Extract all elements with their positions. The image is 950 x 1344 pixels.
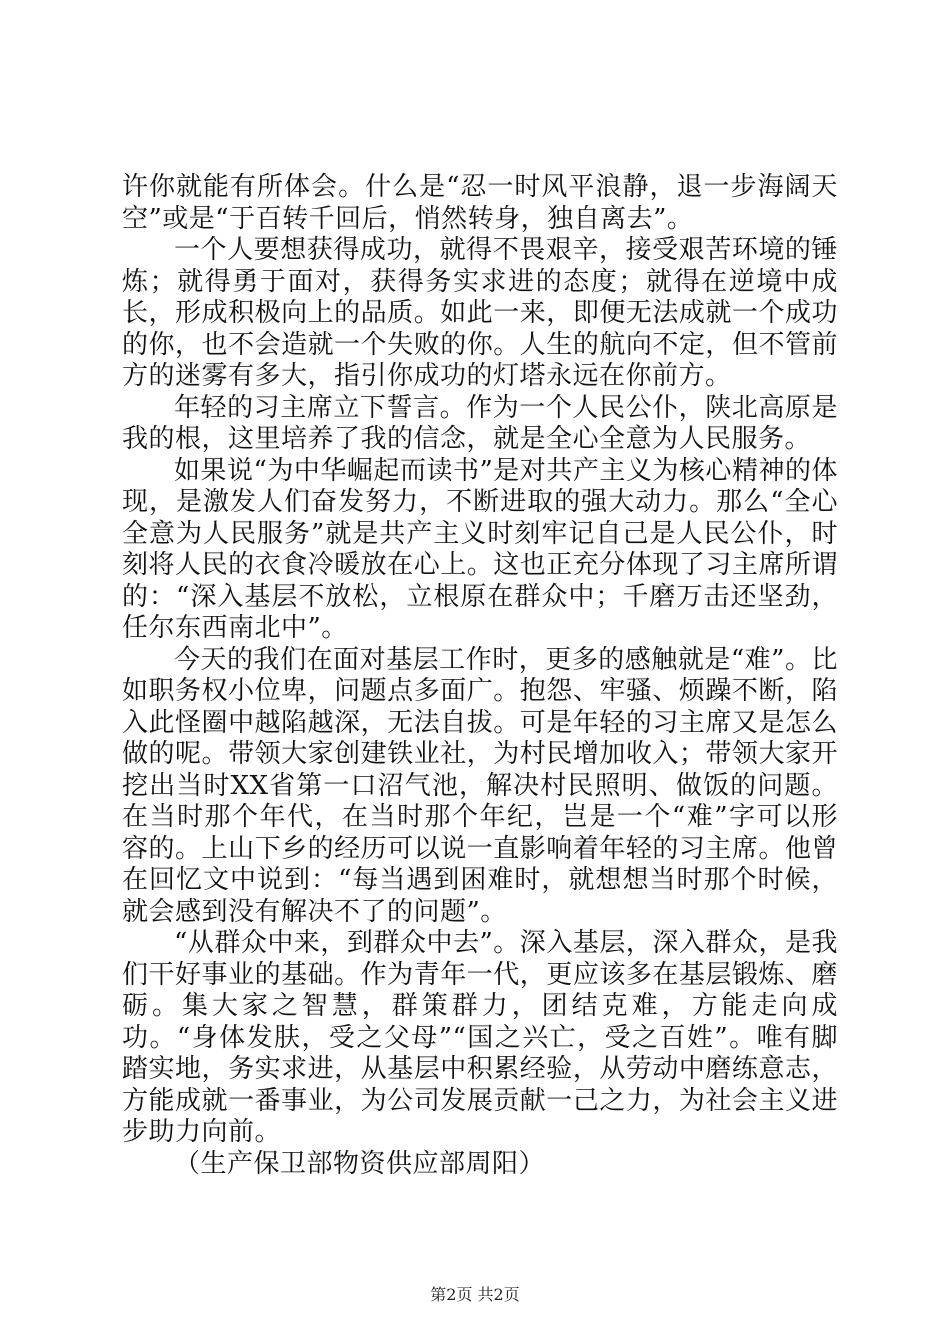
- paragraph-4: 如果说“为中华崛起而读书”是对共产主义为核心精神的体现，是激发人们奋发努力，不断进取的强大动力。那么“全心全意为人民服务”就是共产主义时刻牢记自己是人民公仆，时刻将人民的衣食冷暖放在心上。这也正充分体现了习主席所谓的：“深入基层不放松，立根原在群众中；千磨万击还坚劲，任尔东西南北中”。: [122, 455, 838, 643]
- paragraph-2: 一个人要想获得成功，就得不畏艰辛，接受艰苦环境的锤炼；就得勇于面对，获得务实求进的态度；就得在逆境中成长，形成积极向上的品质。如此一来，即便无法成就一个成功的你，也不会造就一个失败的你。人生的航向不定，但不管前方的迷雾有多大，指引你成功的灯塔永远在你前方。: [122, 235, 838, 391]
- paragraph-6: “从群众中来，到群众中去”。深入基层，深入群众，是我们干好事业的基础。作为青年一代，更应该多在基层锻炼、磨砺。集大家之智慧，群策群力，团结克难，方能走向成功。“身体发肤，受之父母”“国之兴亡，受之百姓”。唯有脚踏实地，务实求进，从基层中积累经验，从劳动中磨练意志，方能成就一番事业，为公司发展贡献一己之力，为社会主义进步助力向前。: [122, 928, 838, 1147]
- document-body: [122, 172, 838, 1180]
- paragraph-1: 许你就能有所体会。什么是“忍一时风平浪静，退一步海阔天空”或是“于百转千回后，悄然转身，独自离去”。: [122, 172, 838, 234]
- page-number-footer: 第2页 共2页: [430, 1285, 520, 1304]
- paragraph-3: 年轻的习主席立下誓言。作为一个人民公仆，陕北高原是我的根，这里培养了我的信念，就是全心全意为人民服务。: [122, 392, 838, 454]
- author-signature: （生产保卫部物资供应部周阳）: [174, 1148, 546, 1179]
- paragraph-5: 今天的我们在面对基层工作时，更多的感触就是“难”。比如职务权小位卑，问题点多面广。抱怨、牢骚、烦躁不断，陷入此怪圈中越陷越深，无法自拔。可是年轻的习主席又是怎么做的呢。带领大家创建铁业社，为村民增加收入；带领大家开挖出当时XX省第一口沼气池，解决村民照明、做饭的问题。在当时那个年代，在当时那个年纪，岂是一个“难”字可以形容的。上山下乡的经历可以说一直影响着年轻的习主席。他曾在回忆文中说到：“每当遇到困难时，就想想当时那个时候，就会感到没有解决不了的问题”。: [122, 644, 838, 927]
